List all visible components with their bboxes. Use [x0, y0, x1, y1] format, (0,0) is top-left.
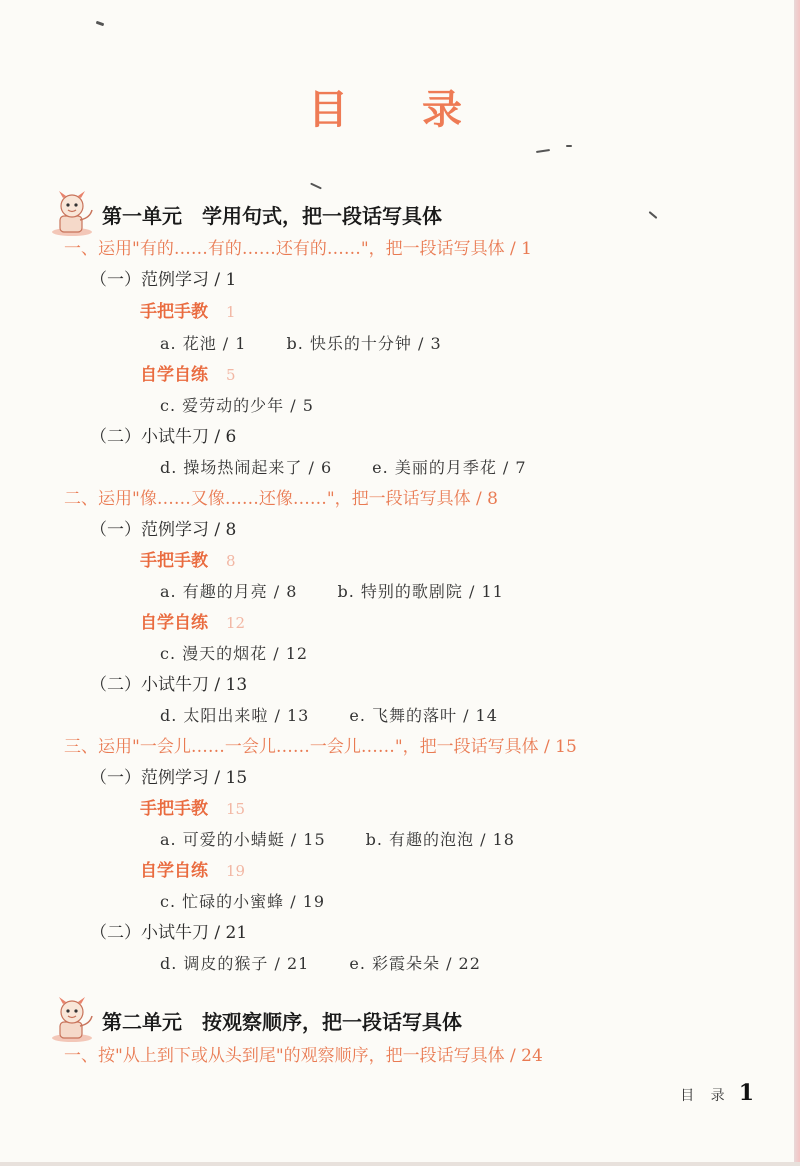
- list-item[interactable]: e. 彩霞朵朵 / 22: [349, 954, 481, 973]
- scan-speck: [649, 211, 658, 219]
- list-item[interactable]: b. 快乐的十分钟 / 3: [286, 334, 442, 353]
- scan-speck: [566, 145, 572, 147]
- page-footer: [680, 1080, 754, 1106]
- subsection-heading[interactable]: （一）范例学习 / 1: [90, 270, 237, 290]
- list-item[interactable]: c. 爱劳动的少年 / 5: [160, 396, 314, 415]
- scan-speck: [96, 21, 105, 27]
- tag-label: 手把手教: [140, 799, 208, 819]
- list-item[interactable]: a. 花池 / 1: [160, 334, 247, 353]
- page-edge-right: [794, 0, 800, 1166]
- page-edge-bottom: [0, 1162, 800, 1166]
- tag-page: 5: [226, 366, 236, 384]
- tag-row: [140, 363, 236, 387]
- tag-page: 1: [226, 303, 236, 321]
- tag-row: [140, 797, 245, 821]
- tag-label: 自学自练: [140, 861, 208, 881]
- page-title: 目 录: [308, 87, 492, 133]
- subsection-heading[interactable]: （二）小试牛刀 / 13: [90, 675, 248, 695]
- unit-header-1: [50, 190, 442, 238]
- list-item[interactable]: c. 漫天的烟花 / 12: [160, 644, 309, 663]
- tag-label: 手把手教: [140, 302, 208, 322]
- list-item[interactable]: b. 有趣的泡泡 / 18: [365, 830, 515, 849]
- list-item[interactable]: c. 忙碌的小蜜蜂 / 19: [160, 892, 326, 911]
- tag-page: 8: [226, 552, 236, 570]
- cartoon-mascot-icon: [50, 190, 100, 238]
- subsection-heading[interactable]: （二）小试牛刀 / 21: [90, 923, 248, 943]
- scan-speck: [536, 149, 550, 153]
- item-row: [160, 952, 481, 976]
- section-heading[interactable]: 一、按"从上到下或从头到尾"的观察顺序，把一段话写具体 / 24: [64, 1046, 543, 1066]
- tag-row: [140, 859, 245, 883]
- tag-label: 自学自练: [140, 365, 208, 385]
- tag-label: 自学自练: [140, 613, 208, 633]
- tag-row: [140, 549, 236, 573]
- scan-speck: [310, 183, 322, 190]
- list-item[interactable]: b. 特别的歌剧院 / 11: [337, 582, 504, 601]
- item-row: [160, 828, 515, 852]
- item-row: [160, 394, 314, 418]
- section-heading[interactable]: 一、运用"有的……有的……还有的……"，把一段话写具体 / 1: [64, 239, 532, 259]
- list-item[interactable]: e. 美丽的月季花 / 7: [372, 458, 527, 477]
- item-row: [160, 580, 504, 604]
- list-item[interactable]: a. 有趣的月亮 / 8: [160, 582, 298, 601]
- list-item[interactable]: d. 操场热闹起来了 / 6: [160, 458, 333, 477]
- tag-row: [140, 300, 236, 324]
- section-heading[interactable]: 二、运用"像……又像……还像……"，把一段话写具体 / 8: [64, 489, 498, 509]
- item-row: [160, 456, 527, 480]
- item-row: [160, 642, 308, 666]
- unit-header-2: [50, 996, 462, 1044]
- item-row: [160, 890, 325, 914]
- list-item[interactable]: d. 调皮的猴子 / 21: [160, 954, 310, 973]
- item-row: [160, 332, 442, 356]
- unit-title: 第一单元 学用句式，把一段话写具体: [102, 203, 442, 228]
- footer-label: 目 录: [680, 1088, 731, 1104]
- page-number: 1: [738, 1080, 754, 1106]
- subsection-heading[interactable]: （一）范例学习 / 15: [90, 768, 248, 788]
- cartoon-mascot-icon: [50, 996, 100, 1044]
- list-item[interactable]: a. 可爱的小蜻蜓 / 15: [160, 830, 326, 849]
- list-item[interactable]: e. 飞舞的落叶 / 14: [349, 706, 498, 725]
- list-item[interactable]: d. 太阳出来啦 / 13: [160, 706, 310, 725]
- unit-title: 第二单元 按观察顺序，把一段话写具体: [102, 1009, 462, 1034]
- tag-page: 19: [226, 862, 246, 880]
- tag-page: 15: [226, 800, 246, 818]
- section-heading[interactable]: 三、运用"一会儿……一会儿……一会儿……"，把一段话写具体 / 15: [64, 737, 577, 757]
- item-row: [160, 704, 498, 728]
- subsection-heading[interactable]: （一）范例学习 / 8: [90, 520, 237, 540]
- tag-page: 12: [226, 614, 246, 632]
- subsection-heading[interactable]: （二）小试牛刀 / 6: [90, 427, 237, 447]
- tag-row: [140, 611, 245, 635]
- tag-label: 手把手教: [140, 551, 208, 571]
